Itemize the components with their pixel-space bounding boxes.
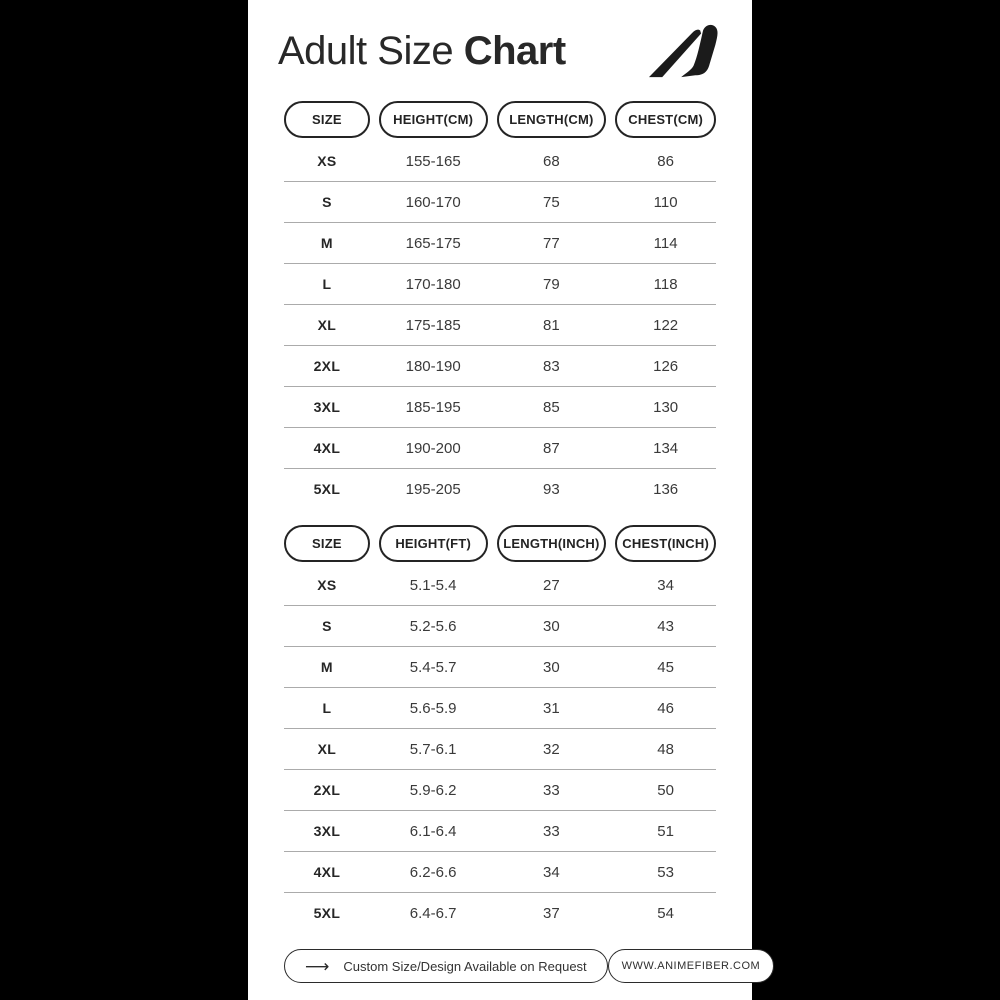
column-header-pill: CHEST(INCH) (615, 525, 716, 562)
value-cell: 5.7-6.1 (409, 740, 457, 758)
size-label: XS (317, 577, 337, 593)
value-cell: 27 (543, 576, 560, 594)
value-cell: 33 (543, 822, 560, 840)
table-row (284, 770, 716, 811)
size-label: S (322, 194, 332, 210)
value-cell: 75 (543, 193, 560, 211)
column-header-pill: SIZE (284, 525, 370, 562)
value-cell: 190-200 (405, 439, 461, 457)
value-cell: 32 (543, 740, 560, 758)
value-cell: 81 (543, 316, 560, 334)
column-header-pill: LENGTH(INCH) (497, 525, 607, 562)
custom-size-note-pill (284, 949, 608, 983)
value-cell: 48 (657, 740, 674, 758)
size-chart-panel (248, 0, 761, 1000)
value-cell: 5.4-5.7 (409, 658, 457, 676)
size-table-inch (284, 525, 716, 933)
size-label: 4XL (313, 440, 341, 456)
size-label: L (322, 700, 332, 716)
value-cell: 6.4-6.7 (409, 904, 457, 922)
value-cell: 175-185 (405, 316, 461, 334)
size-label: M (320, 659, 333, 675)
value-cell: 170-180 (405, 275, 461, 293)
value-cell: 54 (657, 904, 674, 922)
value-cell: 51 (657, 822, 674, 840)
value-cell: 68 (543, 152, 560, 170)
value-cell: 53 (657, 863, 674, 881)
table-row (284, 729, 716, 770)
table-row (284, 811, 716, 852)
tables-container (284, 101, 716, 933)
value-cell: 6.1-6.4 (409, 822, 457, 840)
value-cell: 33 (543, 781, 560, 799)
header (248, 0, 752, 82)
value-cell: 79 (543, 275, 560, 293)
table-row (284, 688, 716, 729)
size-label: L (322, 276, 332, 292)
value-cell: 165-175 (405, 234, 461, 252)
table-row (284, 647, 716, 688)
size-label: 2XL (313, 358, 341, 374)
table-row (284, 565, 716, 606)
table-row (284, 223, 716, 264)
value-cell: 195-205 (405, 480, 461, 498)
size-label: S (322, 618, 332, 634)
size-label: 5XL (313, 905, 341, 921)
arrow-right-icon: ⟶ (305, 956, 330, 976)
size-label: 4XL (313, 864, 341, 880)
size-table-cm (284, 101, 716, 509)
value-cell: 185-195 (405, 398, 461, 416)
value-cell: 110 (653, 193, 678, 211)
size-label: M (320, 235, 333, 251)
column-header-pill: LENGTH(CM) (497, 101, 607, 138)
animefiber-logo-icon (648, 24, 722, 79)
column-header-pill: CHEST(CM) (615, 101, 716, 138)
table-row (284, 387, 716, 428)
value-cell: 34 (543, 863, 560, 881)
size-label: 2XL (313, 782, 341, 798)
value-cell: 43 (657, 617, 674, 635)
value-cell: 30 (543, 658, 560, 676)
value-cell: 5.2-5.6 (409, 617, 457, 635)
page-title (278, 31, 566, 71)
value-cell: 77 (543, 234, 560, 252)
value-cell: 136 (653, 480, 679, 498)
value-cell: 50 (657, 781, 674, 799)
value-cell: 5.1-5.4 (409, 576, 457, 594)
value-cell: 30 (543, 617, 560, 635)
size-label: 3XL (313, 399, 341, 415)
value-cell: 155-165 (405, 152, 461, 170)
value-cell: 83 (543, 357, 560, 375)
value-cell: 114 (653, 234, 678, 252)
column-header-pill: HEIGHT(CM) (379, 101, 488, 138)
size-label: XL (317, 317, 337, 333)
value-cell: 6.2-6.6 (409, 863, 457, 881)
table-row (284, 469, 716, 509)
table-row (284, 346, 716, 387)
value-cell: 134 (653, 439, 679, 457)
table-row (284, 141, 716, 182)
value-cell: 46 (657, 699, 674, 717)
size-label: 5XL (313, 481, 341, 497)
table-row (284, 606, 716, 647)
value-cell: 5.9-6.2 (409, 781, 457, 799)
header-pill-row (284, 525, 716, 562)
column-header-pill: SIZE (284, 101, 370, 138)
header-pill-row (284, 101, 716, 138)
table-row (284, 893, 716, 933)
table-body (284, 565, 716, 933)
value-cell: 160-170 (405, 193, 461, 211)
value-cell: 85 (543, 398, 560, 416)
value-cell: 86 (657, 152, 674, 170)
value-cell: 34 (657, 576, 674, 594)
value-cell: 31 (543, 699, 560, 717)
value-cell: 130 (653, 398, 679, 416)
custom-size-note: Custom Size/Design Available on Request (343, 958, 587, 974)
size-label: XL (317, 741, 337, 757)
value-cell: 180-190 (405, 357, 461, 375)
size-label: XS (317, 153, 337, 169)
table-row (284, 264, 716, 305)
page-title-bold: Chart (463, 29, 566, 73)
value-cell: 118 (653, 275, 678, 293)
value-cell: 45 (657, 658, 674, 676)
value-cell: 37 (543, 904, 560, 922)
value-cell: 5.6-5.9 (409, 699, 457, 717)
value-cell: 87 (543, 439, 560, 457)
value-cell: 93 (543, 480, 560, 498)
table-row (284, 305, 716, 346)
table-row (284, 428, 716, 469)
size-label: 3XL (313, 823, 341, 839)
value-cell: 126 (653, 357, 679, 375)
website-pill: WWW.ANIMEFIBER.COM (608, 949, 775, 983)
table-row (284, 182, 716, 223)
table-row (284, 852, 716, 893)
page-title-regular: Adult Size (278, 29, 464, 73)
table-body (284, 141, 716, 509)
column-header-pill: HEIGHT(FT) (379, 525, 488, 562)
value-cell: 122 (653, 316, 679, 334)
footer (284, 949, 761, 983)
